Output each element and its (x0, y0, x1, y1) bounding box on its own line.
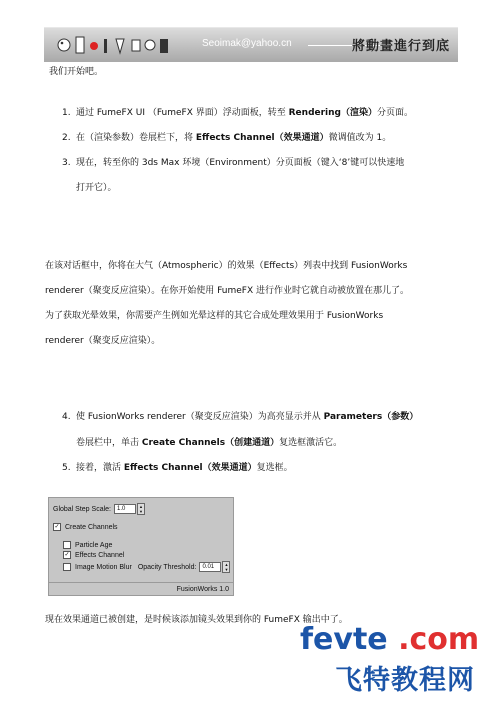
section-title: 將動畫進行到底 (351, 39, 450, 54)
create-channels-label: Create Channels (65, 523, 118, 531)
step-number: 5. (62, 463, 71, 473)
step-bold: Effects Channel（效果通道） (195, 133, 329, 143)
image-motion-blur-row[interactable] (63, 561, 230, 573)
global-step-input[interactable]: 1.0 (114, 504, 136, 514)
seoimak-logo (52, 31, 192, 59)
step-text-end: 复选框。 (256, 463, 293, 473)
opacity-threshold-spinner[interactable] (199, 561, 230, 573)
closing-text: 现在效果通道已被创建，是时候该添加镜头效果到你的 FumeFX 输出中了。 (45, 615, 348, 625)
opacity-threshold-input[interactable]: 0.01 (199, 562, 221, 572)
step-4-line-2 (76, 437, 342, 450)
watermark-site-name: 飞特教程网 (335, 665, 475, 696)
particle-age-checkbox[interactable] (63, 541, 71, 549)
particle-age-row[interactable] (63, 541, 112, 549)
watermark-domain-suffix: .com (387, 622, 480, 657)
step-number: 3. (62, 158, 71, 168)
effects-channel-row[interactable] (63, 551, 124, 559)
step-text: 通过 FumeFX UI （FumeFX 界面）浮动面板，转至 (76, 108, 289, 118)
step-text: 接着，激活 (76, 463, 124, 473)
effects-channel-label: Effects Channel (75, 551, 125, 559)
image-motion-blur-label: Image Motion Blur (75, 563, 132, 571)
step-text: 在（渲染参数）卷展栏下，将 (76, 133, 196, 143)
effects-channel-checkbox[interactable]: ✓ (64, 552, 70, 558)
paragraph-line: 为了获取光晕效果，你需要产生例如光晕这样的其它合成处理效果用于 FusionWorks (45, 311, 384, 321)
step-2 (62, 132, 391, 145)
step-number: 4. (62, 412, 71, 422)
panel-divider (49, 582, 233, 583)
step-bold: Parameters（参数） (323, 412, 419, 422)
step-bold: Create Channels（创建通道） (141, 438, 280, 448)
watermark-domain-name: fevte (300, 622, 388, 657)
fusionworks-parameters-panel (48, 497, 234, 596)
spinner-arrows-icon[interactable]: ▲ ▼ (222, 561, 230, 573)
opacity-threshold-label: Opacity Threshold: (137, 563, 197, 571)
create-channels-checkbox[interactable]: ✓ (54, 524, 60, 530)
step-number: 2. (62, 133, 71, 143)
watermark-domain (300, 622, 479, 657)
particle-age-label: Particle Age (75, 541, 113, 549)
step-text-end: 微调值改为 1。 (328, 133, 392, 143)
step-text: 使 FusionWorks renderer（聚变反应渲染）为高亮显示并从 (76, 412, 324, 422)
step-text-end: 复选框激活它。 (279, 438, 343, 448)
step-text: 卷展栏中，单击 (76, 438, 142, 448)
global-step-label: Global Step Scale: (53, 505, 111, 513)
step-1 (62, 107, 413, 120)
step-5 (62, 462, 293, 475)
page-header (44, 27, 458, 62)
author-email: Seoimak@yahoo.cn (202, 38, 292, 49)
step-text-end: 分页面。 (377, 108, 414, 118)
step-bold: Effects Channel（效果通道） (123, 463, 257, 473)
step-4 (62, 411, 418, 424)
step-text: 现在，转至你的 3ds Max 环境（Environment）分页面板（键入‘8’键可以快速地 (76, 158, 405, 168)
image-motion-blur-checkbox[interactable] (63, 563, 71, 571)
paragraph-line: renderer（聚变反应渲染）。在你开始使用 FumeFX 进行作业时它就自动被放置在那儿了。 (45, 286, 409, 296)
intro-text: 我们开始吧。 (49, 67, 104, 77)
paragraph-line: 在该对话框中，你将在大气（Atmospheric）的效果（Effects）列表中找到 FusionWorks (45, 261, 408, 271)
create-channels-row[interactable] (53, 523, 118, 531)
step-3-line-2: 打开它）。 (76, 183, 117, 193)
global-step-spinner[interactable] (114, 503, 145, 515)
step-bold: Rendering（渲染） (288, 108, 377, 118)
paragraph-line: renderer（聚变反应渲染）。 (45, 336, 161, 346)
spinner-arrows-icon[interactable]: ▲ ▼ (137, 503, 145, 515)
panel-footer: FusionWorks 1.0 (176, 586, 229, 593)
step-3 (62, 157, 404, 170)
step-number: 1. (62, 108, 71, 118)
global-step-row (53, 503, 145, 515)
